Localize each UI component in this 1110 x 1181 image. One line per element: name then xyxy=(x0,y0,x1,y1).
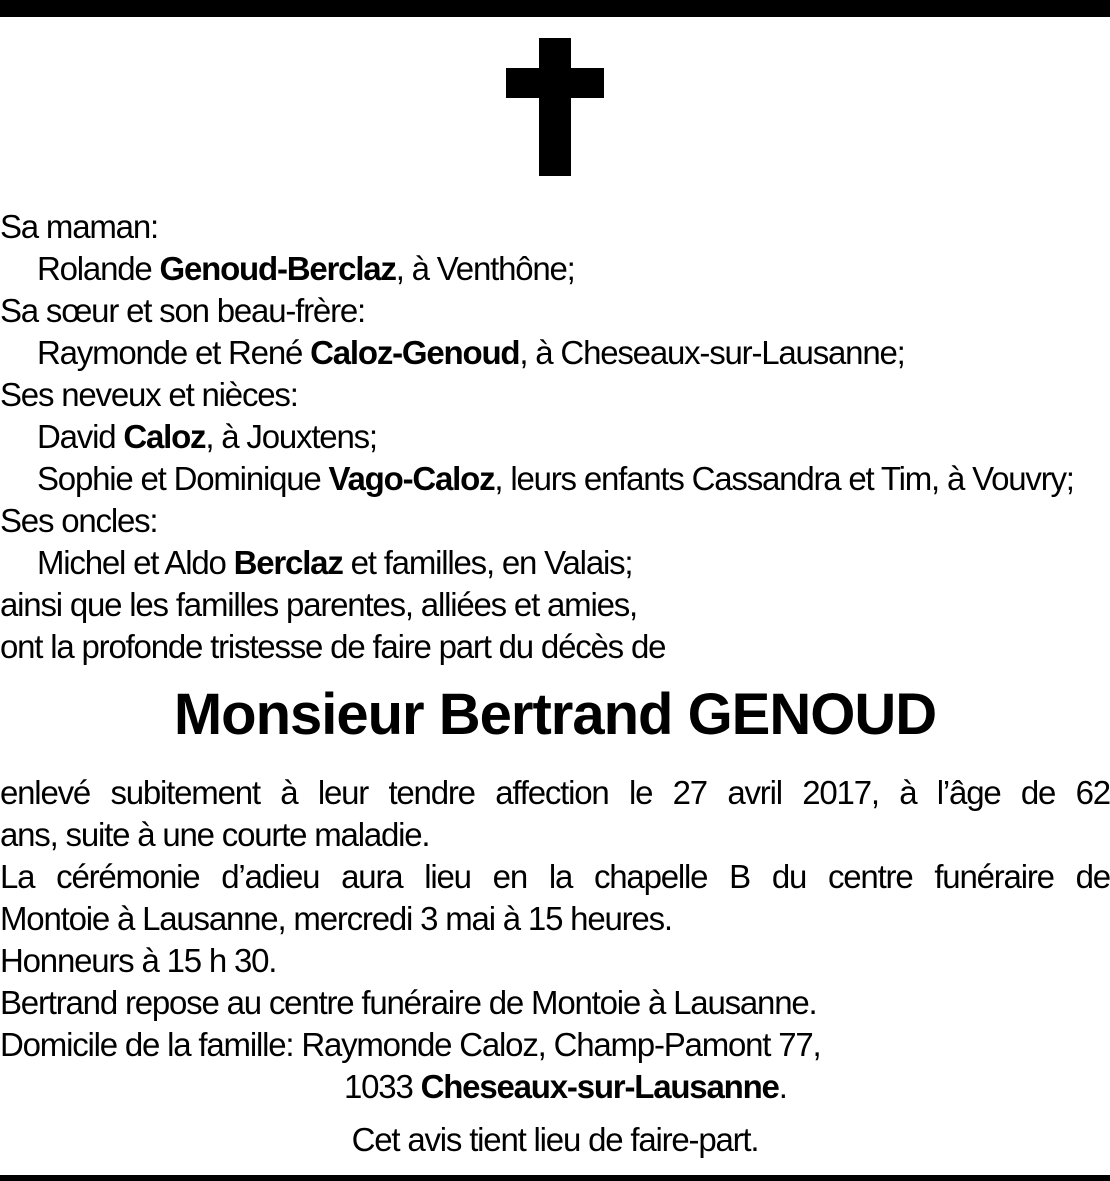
word: du xyxy=(771,858,807,895)
word: aura xyxy=(341,858,403,895)
relative-uncles: Michel et Aldo Berclaz et familles, en Valais; xyxy=(37,544,633,581)
body-line-2: ans, suite à une courte maladie. xyxy=(0,816,430,853)
word: l’âge xyxy=(936,774,1001,811)
word: tendre xyxy=(388,774,475,811)
word: subitement xyxy=(110,774,260,811)
word: d’adieu xyxy=(221,858,320,895)
word: B xyxy=(729,858,750,895)
footer-note: Cet avis tient lieu de faire-part. xyxy=(351,1121,759,1158)
word: funéraire xyxy=(934,858,1054,895)
word: affection xyxy=(495,774,609,811)
word: de xyxy=(1020,774,1056,811)
body-line-3 xyxy=(0,856,1110,898)
word: centre xyxy=(827,858,913,895)
word: en xyxy=(492,858,527,895)
relative-sister: Raymonde et René Caloz-Genoud, à Cheseaux-sur-Lausanne; xyxy=(37,334,905,371)
word: cérémonie xyxy=(56,858,200,895)
word: à xyxy=(899,774,917,811)
word: à xyxy=(280,774,298,811)
closing-line-announcement: ont la profonde tristesse de faire part du décès de xyxy=(0,628,666,665)
deceased-name-title: Monsieur Bertrand GENOUD xyxy=(173,682,937,747)
word: La xyxy=(0,858,35,895)
word: 62 xyxy=(1075,774,1110,811)
relative-label-nephews: Ses neveux et nièces: xyxy=(0,376,298,413)
body-line-repose: Bertrand repose au centre funéraire de Montoie à Lausanne. xyxy=(0,984,817,1021)
cross-icon xyxy=(506,38,604,176)
word: leur xyxy=(317,774,369,811)
word: 2017, xyxy=(802,774,879,811)
relative-label-mother: Sa maman: xyxy=(0,208,158,245)
word: la xyxy=(548,858,573,895)
body-line-address-city: 1033 Cheseaux-sur-Lausanne. xyxy=(344,1068,787,1105)
word: de xyxy=(1075,858,1110,895)
word: le xyxy=(628,774,653,811)
relative-mother: Rolande Genoud-Berclaz, à Venthône; xyxy=(37,250,575,287)
word: avril xyxy=(727,774,782,811)
relative-nephew-david: David Caloz, à Jouxtens; xyxy=(37,418,377,455)
relative-label-uncles: Ses oncles: xyxy=(0,502,158,539)
body-line-domicile: Domicile de la famille: Raymonde Caloz, Champ-Pamont 77, xyxy=(0,1026,821,1063)
body-line-1 xyxy=(0,772,1110,814)
word: lieu xyxy=(424,858,471,895)
relative-niece-sophie: Sophie et Dominique Vago-Caloz, leurs enfants Cassandra et Tim, à Vouvry; xyxy=(37,460,1074,497)
word: chapelle xyxy=(593,858,708,895)
relative-label-sister: Sa sœur et son beau-frère: xyxy=(0,292,365,329)
body-line-honneurs: Honneurs à 15 h 30. xyxy=(0,942,277,979)
word: enlevé xyxy=(0,774,91,811)
bottom-rule xyxy=(0,1175,1110,1181)
word: 27 xyxy=(672,774,707,811)
body-line-4: Montoie à Lausanne, mercredi 3 mai à 15 heures. xyxy=(0,900,672,937)
top-rule xyxy=(0,0,1110,17)
closing-line-families: ainsi que les familles parentes, alliées et amies, xyxy=(0,586,638,623)
